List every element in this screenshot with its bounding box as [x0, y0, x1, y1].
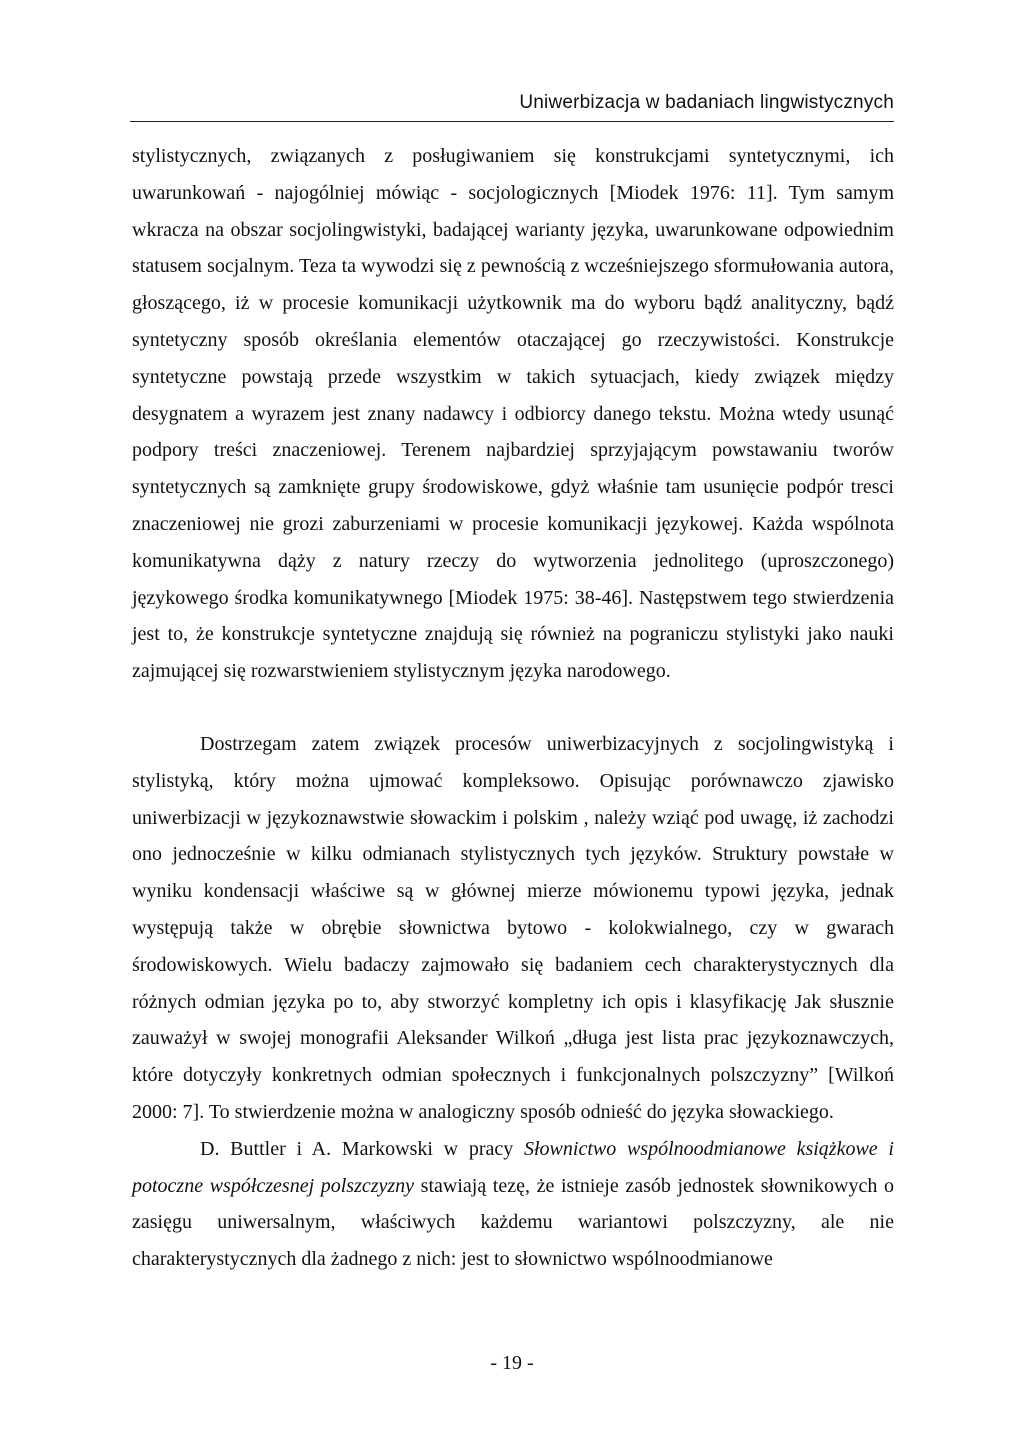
paragraph-3-lead: D. Buttler i A. Markowski w pracy — [200, 1137, 524, 1160]
running-header: Uniwerbizacja w badaniach lingwistycznych — [519, 92, 894, 113]
text-body — [132, 138, 894, 1278]
paragraph-2: Dostrzegam zatem związek procesów uniwerbizacyjnych z socjolingwistyką i stylistyką, który można ujmować kompleksowo. Opisując porównawczo zjawisko uniwerbizacji w językoznawstwie słowackim i polskim , należy wziąć pod uwagę, iż zachodzi ono jednocześnie w kilku odmianach stylistycznych tych języków. Struktury powstałe w wyniku kondensacji właściwe są w głównej mierze mówionemu typowi języka, jednak występują także w obrębie słownictwa bytowo - kolokwialnego, czy w gwarach środowiskowych. Wielu badaczy zajmowało się badaniem cech charakterystycznych dla różnych odmian języka po to, aby stworzyć kompletny ich opis i klasyfikację Jak słusznie zauważył w swojej monografii Aleksander Wilkoń „długa jest lista prac językoznawczych, które dotyczyły konkretnych odmian społecznych i funkcjonalnych polszczyzny” [Wilkoń 2000: 7]. To stwierdzenie można w analogiczny sposób odnieść do języka słowackiego. — [132, 732, 894, 1123]
paragraph-1: stylistycznych, związanych z posługiwaniem się konstrukcjami syntetycznymi, ich uwarunkowań - najogólniej mówiąc - socjologicznych [Miodek 1976: 11]. Tym samym wkracza na obszar socjolingwistyki, badającej warianty języka, uwarunkowane odpowiednim statusem socjalnym. Teza ta wywodzi się z pewnością z wcześniejszego sformułowania autora, głoszącego, iż w procesie komunikacji użytkownik ma do wyboru bądź analityczny, bądź syntetyczny sposób określania elementów otaczającej go rzeczywistości. Konstrukcje syntetyczne powstają przede wszystkim w takich sytuacjach, kiedy związek między desygnatem a wyrazem jest znany nadawcy i odbiorcy danego tekstu. Można wtedy usunąć podpory treści znaczeniowej. Terenem najbardziej sprzyjającym powstawaniu tworów syntetycznych są zamknięte grupy środowiskowe, gdyż właśnie tam usunięcie podpór tresci znaczeniowej nie grozi zaburzeniami w procesie komunikacji językowej. Każda wspólnota komunikatywna dąży z natury rzeczy do wytworzenia jednolitego (uproszczonego) językowego środka komunikatywnego [Miodek 1975: 38-46]. Następstwem tego stwierdzenia jest to, że konstrukcje syntetyczne znajdują się również na pograniczu stylistyki jako nauki zajmującej się rozwarstwieniem stylistycznym języka narodowego. — [132, 145, 894, 683]
cited-work-title: Słownictwo wspólnoodmianowe książkowe i potoczne współczesnej polszczyzny — [132, 1137, 894, 1197]
header-rule — [130, 121, 894, 122]
page-number: - 19 - — [490, 1352, 534, 1374]
paragraph-3 — [132, 1131, 894, 1278]
paragraph-3-rest: stawiają tezę, że istnieje zasób jednostek słownikowych o zasięgu uniwersalnym, właściwych każdemu wariantowi polszczyzny, ale nie charakterystycznych dla żadnego z nich: jest to słownictwo wspólnoodmianowe — [132, 1174, 894, 1271]
